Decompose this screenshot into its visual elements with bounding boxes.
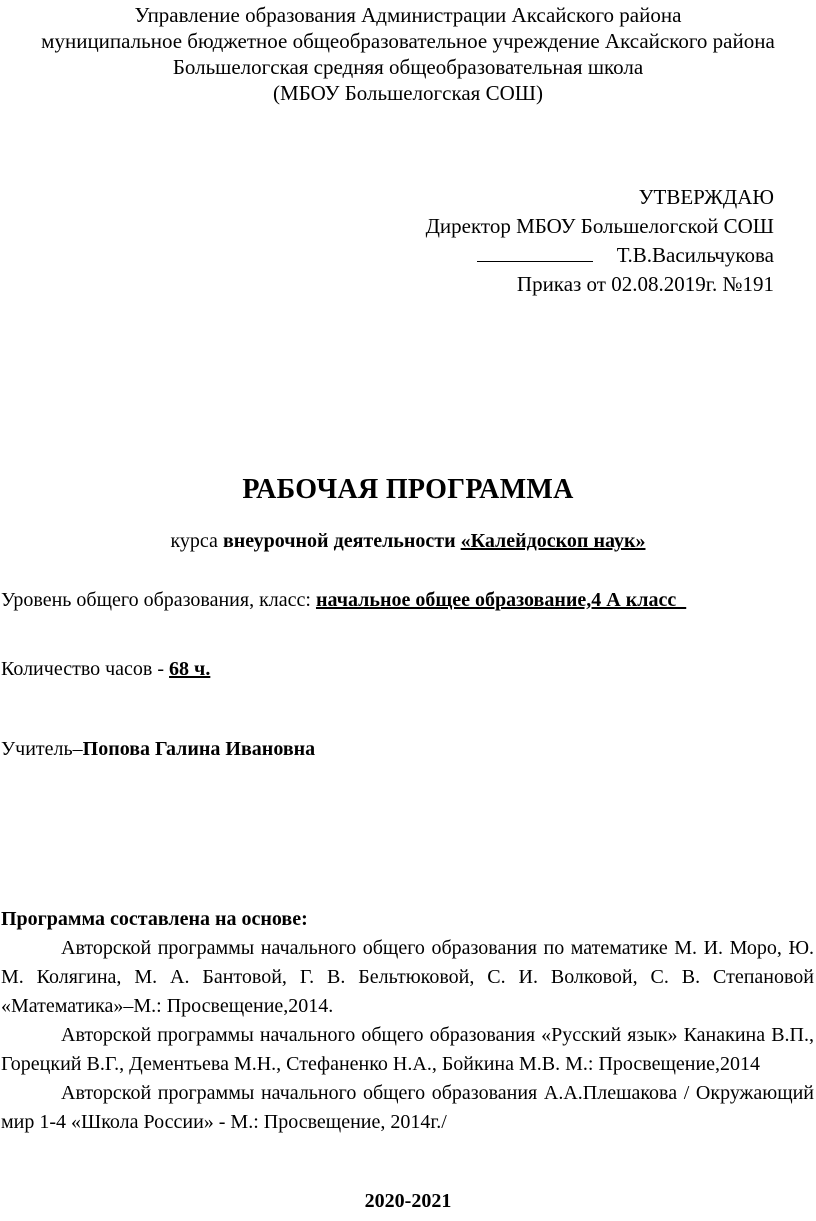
course-line [0,530,816,553]
hours-field [1,658,210,681]
basis-paragraph-russian: Авторской программы начального общего образования «Русский язык» Канакина В.П., Горецкий В.Г., Дементьева М.Н., Стефаненко Н.А., Бойкина М.В. М.: Просвещение,2014 [1,1024,814,1075]
signature-line [477,243,593,262]
education-level-label: Уровень общего образования, класс: [1,589,316,611]
header-line-abbrev: (МБОУ Большелогская СОШ) [273,81,543,105]
approval-director: Директор МБОУ Большелогской СОШ [425,214,774,238]
teacher-field [1,738,315,761]
header-line-school: Большелогская средняя общеобразовательная школа [172,55,644,79]
course-name: «Калейдоскоп наук» [460,530,646,552]
basis-paragraph-world: Авторской программы начального общего образования А.А.Плешакова / Окружающий мир 1-4 «Школа России» - М.: Просвещение, 2014г./ [1,1082,814,1133]
approval-name: Т.В.Васильчукова [616,243,774,267]
teacher-name: Попова Галина Ивановна [82,738,316,760]
basis-heading: Программа составлена на основе: [1,908,308,930]
hours-label: Количество часов - [1,658,170,680]
education-level-field [1,589,686,612]
hours-value: 68 ч. [169,658,211,680]
education-level-value: начальное общее образование,4 А класс [315,589,687,611]
approval-signature-row [426,241,774,270]
approval-title: УТВЕРЖДАЮ [638,185,774,209]
approval-order: Приказ от 02.08.2019г. №191 [516,272,774,296]
teacher-label: Учитель– [1,738,83,760]
header-line-department: Управление образования Администрации Аксайского района [134,3,682,27]
academic-year: 2020-2021 [364,1190,452,1212]
document-title: РАБОЧАЯ ПРОГРАММА [242,474,574,505]
course-type: внеурочной деятельности [222,530,456,552]
document-header [0,2,816,106]
approval-block [426,183,774,299]
basis-paragraph-math: Авторской программы начального общего образования по математике М. И. Моро, Ю. М. Колягина, М. А. Бантовой, Г. В. Бельтюковой, С. И. Волковой, С. В. Степановой «Математика»–М.: Просвещение,2014. [1,937,814,1017]
course-prefix: курса [170,530,223,552]
header-line-institution: муниципальное бюджетное общеобразовательное учреждение Аксайского района [41,29,775,53]
program-basis [1,905,814,1137]
